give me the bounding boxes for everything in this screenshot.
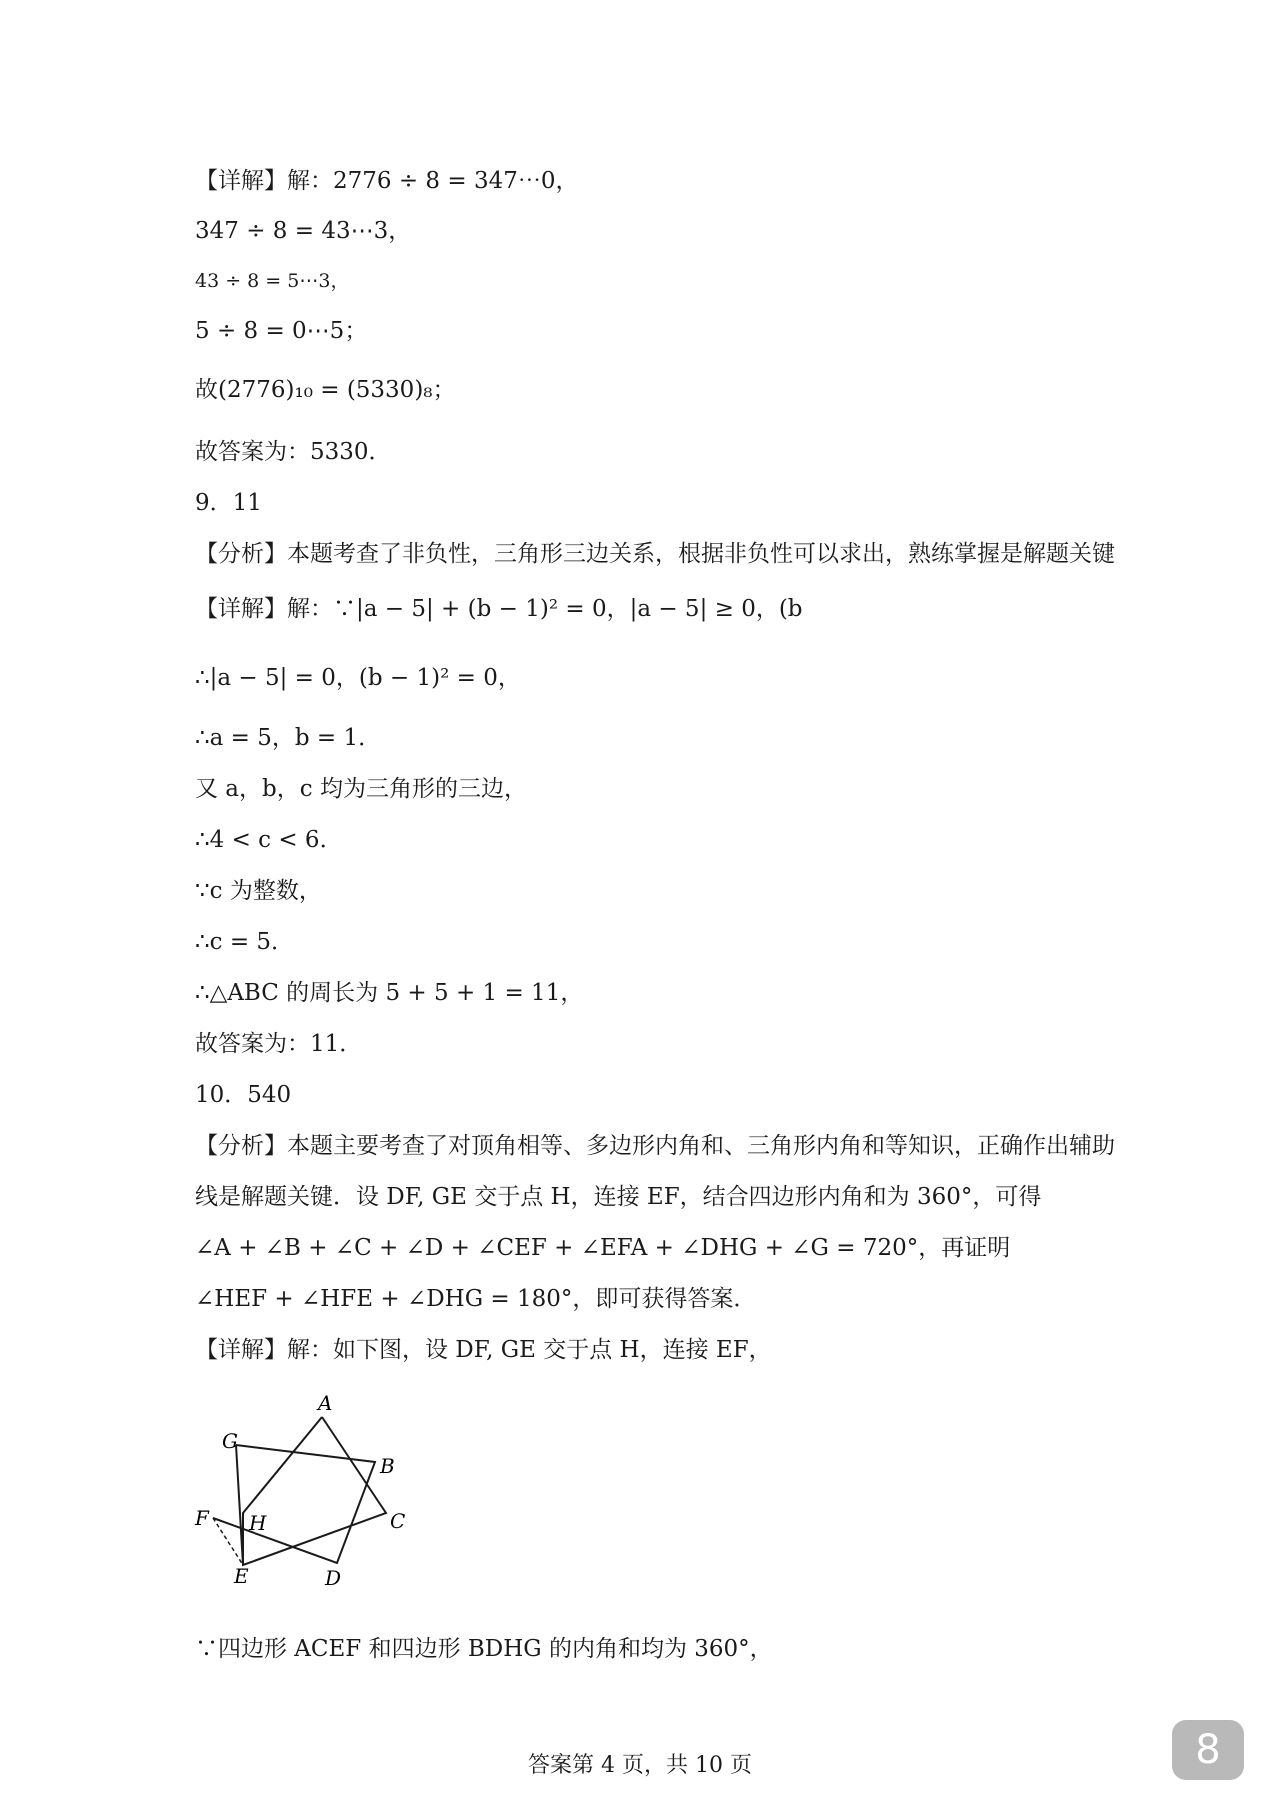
question-number: 10．540 xyxy=(195,1082,292,1108)
label-d: D xyxy=(325,1566,342,1590)
label-h: H xyxy=(249,1511,267,1535)
analysis-paragraph: 【分析】本题主要考查了对顶角相等、多边形内角和、三角形内角和等知识，正确作出辅助 xyxy=(195,1133,1115,1159)
page-footer: 答案第 4 页，共 10 页 xyxy=(528,1753,752,1778)
text-line: 【详解】解：2776 ÷ 8 = 347⋯0， xyxy=(195,168,579,194)
text-line: ∴|a − 5| = 0，(b − 1)² = 0， xyxy=(195,665,521,691)
analysis-paragraph: 线是解题关键．设 DF, GE 交于点 H，连接 EF，结合四边形内角和为 360°，可得 xyxy=(195,1184,1042,1210)
text-line: 5 ÷ 8 = 0⋯5； xyxy=(195,318,368,344)
text-line: 又 a，b，c 均为三角形的三边， xyxy=(195,776,527,802)
text-line: 【详解】解：如下图，设 DF, GE 交于点 H，连接 EF， xyxy=(195,1337,772,1363)
text-line: 故(2776)₁₀ = (5330)₈； xyxy=(195,377,456,403)
segment-ge xyxy=(236,1445,243,1565)
page-number-badge: 8 xyxy=(1172,1720,1244,1780)
text-line: ∠A + ∠B + ∠C + ∠D + ∠CEF + ∠EFA + ∠DHG + ∠G = 720°，再证明 xyxy=(195,1235,1011,1261)
dashed-ef xyxy=(213,1518,243,1565)
analysis-paragraph: 【分析】本题考查了非负性，三角形三边关系，根据非负性可以求出，熟练掌握是解题关键 xyxy=(195,541,1115,567)
label-b: B xyxy=(380,1454,395,1478)
text-line: 347 ÷ 8 = 43⋯3， xyxy=(195,218,412,244)
text-line: 故答案为：11． xyxy=(195,1031,363,1057)
text-line: ∴4 < c < 6． xyxy=(195,827,343,853)
text-line: ∵四边形 ACEF 和四边形 BDHG 的内角和均为 360°， xyxy=(195,1636,773,1662)
text-line: 故答案为：5330． xyxy=(195,439,392,465)
text-line: ∴△ABC 的周长为 5 + 5 + 1 = 11， xyxy=(195,980,584,1006)
label-e: E xyxy=(234,1564,249,1588)
label-a: A xyxy=(318,1391,333,1415)
text-line: 43 ÷ 8 = 5⋯3， xyxy=(195,270,350,292)
geometry-figure xyxy=(190,1385,430,1595)
label-g: G xyxy=(222,1429,238,1453)
label-c: C xyxy=(390,1509,406,1533)
text-line: ∴a = 5，b = 1． xyxy=(195,725,382,751)
question-number: 9．11 xyxy=(195,490,262,516)
text-line: ∴c = 5． xyxy=(195,929,295,955)
text-line: ∵c 为整数， xyxy=(195,878,322,904)
text-line: ∠HEF + ∠HFE + ∠DHG = 180°，即可获得答案． xyxy=(195,1286,757,1312)
text-line: 【详解】解：∵|a − 5| + (b − 1)² = 0，|a − 5| ≥ 0，(b xyxy=(195,596,803,622)
label-f: F xyxy=(195,1506,209,1530)
